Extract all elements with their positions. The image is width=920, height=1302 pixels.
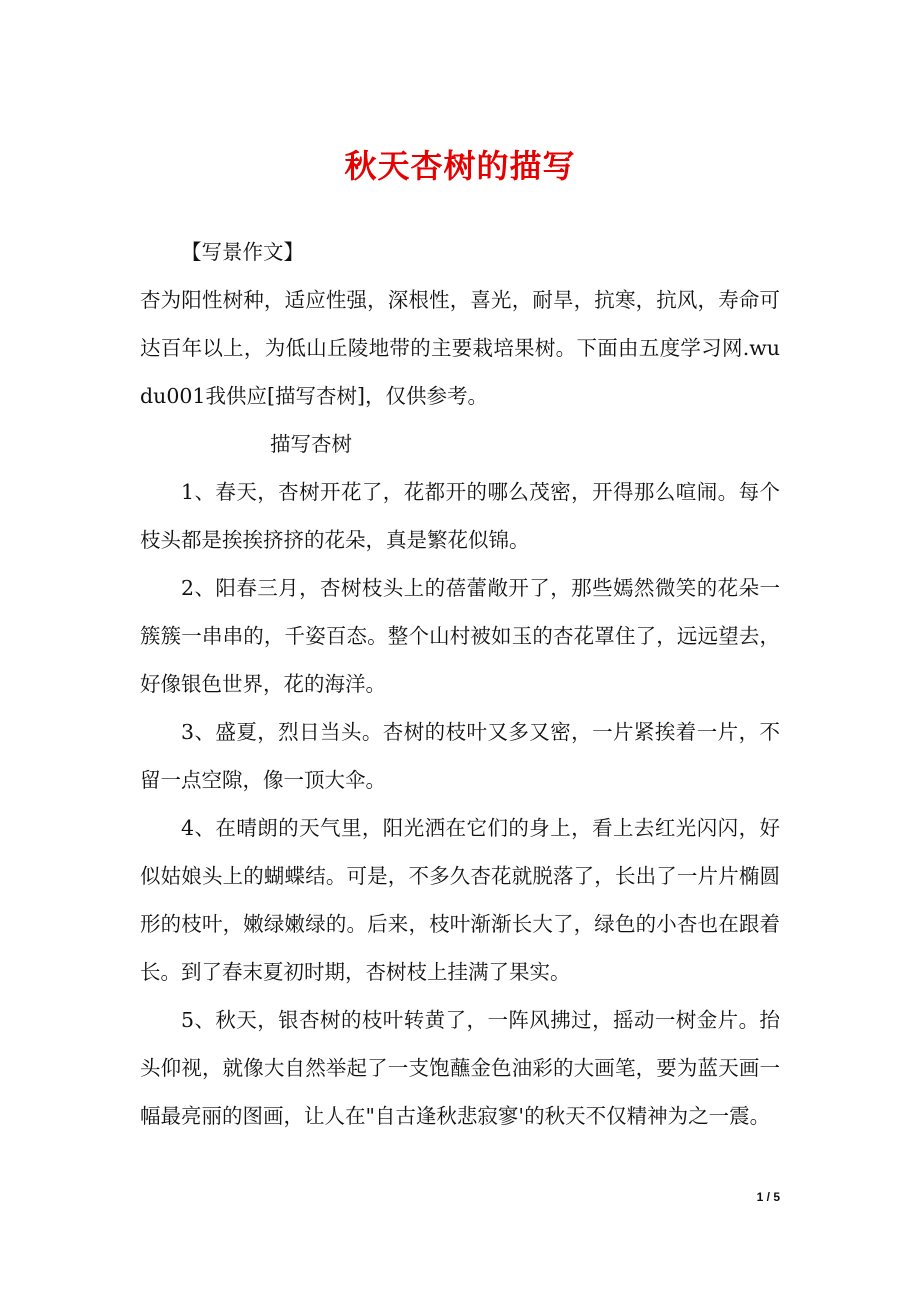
paragraph-4: 4、在晴朗的天气里，阳光洒在它们的身上，看上去红光闪闪，好似姑娘头上的蝴蝶结。可是，不多久杏花就脱落了，长出了一片片椭圆形的枝叶，嫩绿嫩绿的。后来，枝叶渐渐长大了，绿色的小杏也在跟着长。到了春末夏初时期，杏树枝上挂满了果实。 bbox=[140, 816, 780, 984]
page-number: 1 / 5 bbox=[756, 1190, 780, 1204]
document-body bbox=[140, 228, 780, 1140]
paragraph-1: 1、春天，杏树开花了，花都开的哪么茂密，开得那么喧闹。每个枝头都是挨挨挤挤的花朵，真是繁花似锦。 bbox=[140, 480, 780, 552]
intro-paragraph: 杏为阳性树种，适应性强，深根性，喜光，耐旱，抗寒，抗风，寿命可达百年以上，为低山丘陵地带的主要栽培果树。下面由五度学习网.wudu001我供应[描写杏树]，仅供参考。 bbox=[140, 288, 780, 408]
paragraph-2: 2、阳春三月，杏树枝头上的蓓蕾敞开了，那些嫣然微笑的花朵一簇簇一串串的，千姿百态。整个山村被如玉的杏花罩住了，远远望去，好像银色世界，花的海洋。 bbox=[140, 576, 780, 696]
section-subheading: 描写杏树 bbox=[270, 432, 352, 456]
document-title: 秋天杏树的描写 bbox=[344, 147, 576, 185]
paragraph-3: 3、盛夏，烈日当头。杏树的枝叶又多又密，一片紧挨着一片，不留一点空隙，像一顶大伞。 bbox=[140, 720, 780, 792]
category-tag: 【写景作文】 bbox=[181, 240, 304, 264]
paragraph-5: 5、秋天，银杏树的枝叶转黄了，一阵风拂过，摇动一树金片。抬头仰视，就像大自然举起了一支饱蘸金色油彩的大画笔，要为蓝天画一幅最亮丽的图画，让人在"自古逢秋悲寂寥'的秋天不仅精神为之一震。 bbox=[140, 1008, 780, 1128]
